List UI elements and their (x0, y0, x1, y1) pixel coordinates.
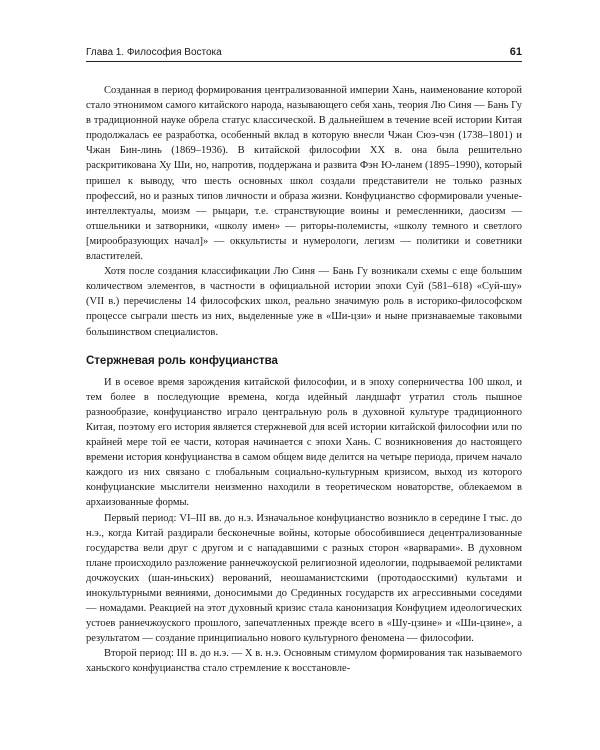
paragraph: Хотя после создания классификации Лю Синя — Бань Гу возникали схемы с еще большим количеством элементов, в частности в официальной истории эпохи Суй (581–618) «Суй-шу» (VII в.) перечислены 14 философских школ, реально значимую роль в историко-философском процессе сыграли шесть из них, выделенные уже в «Ши-цзи» и ныне признаваемые таковыми большинством специалистов. (86, 266, 522, 338)
paragraph: Первый период: VI–III вв. до н.э. Изначальное конфуцианство возникло в середине I тыс. до н.э., когда Китай раздирали бесконечные войны, которые обособившиеся децентрализованные государства вели друг с другом и с нападавшими с разных сторон «варварами». В духовном плане происходило разложение раннечжоуской религиозной идеологии, подрываемой реликтами дочжоуских (шан-иньских) верований, неошаманистскими (протодаосскими) культами и инокультурными веяниями, доносимыми до Срединных государств их агрессивными соседями — номадами. Реакцией на этот духовный кризис стала канонизация Конфуцием идеологических устоев раннечжоуского прошлого, запечатленных прежде всего в «Шу-цзине» и «Ши-цзине», а результатом — создание принципиально нового культурного феномена — философии. (86, 512, 522, 645)
paragraph: И в осевое время зарождения китайской философии, и в эпоху соперничества 100 школ, и тем более в последующие времена, когда идейный ландшафт утратил столь пышное разнообразие, конфуцианство играло центральную роль в духовной культуре традиционного Китая, поэтому его история является стержневой для всей истории китайской философии или по крайней мере той ее части, которая начинается с эпохи Хань. С возникновения до настоящего времени история конфуцианства в самом общем виде делится на четыре периода, причем начало каждого из них связано с глобальным социально-культурным кризисом, выход из которого конфуцианские мыслители неизменно находили в теоретическом новаторстве, облекаемом в архаизованные формы. (86, 376, 522, 509)
running-head (86, 46, 522, 62)
book-page (86, 46, 522, 677)
section-heading: Стержневая роль конфуцианства (86, 354, 278, 367)
paragraph: Второй период: III в. до н.э. — X в. н.э. Основным стимулом формирования так называемого ханьского конфуцианства стало стремление к восстановле- (86, 648, 522, 675)
chapter-title: Глава 1. Философия Востока (86, 47, 222, 58)
page-number: 61 (509, 46, 522, 58)
body-text (86, 83, 522, 677)
paragraph: Созданная в период формирования централизованной империи Хань, наименование которой стало этнонимом самого китайского народа, называющего себя хань, теория Лю Синя — Бань Гу в традиционной науке обрела статус классической. В дальнейшем в течение всей истории Китая продолжалась ее разработка, особенный вклад в которую внесли Чжан Сюэ-чэн (1738–1801) и Чжан Бин-линь (1869–1936). В китайской философии XX в. она была решительно раскритикована Ху Ши, но, напротив, поддержана и развита Фэн Ю-ланем (1895–1990), который пришел к выводу, что шесть основных школ создали представители не только разных профессий, но и разных типов личности и образа жизни. Конфуцианство сформировали ученые-интеллектуалы, моизм — рыцари, т.е. странствующие воины и ремесленники, даосизм — отшельники и затворники, «школу имен» — риторы-полемисты, «школу темного и светлого [мирообразующих начал]» — оккультисты и нумерологи, легизм — политики и советники властителей. (86, 85, 522, 263)
